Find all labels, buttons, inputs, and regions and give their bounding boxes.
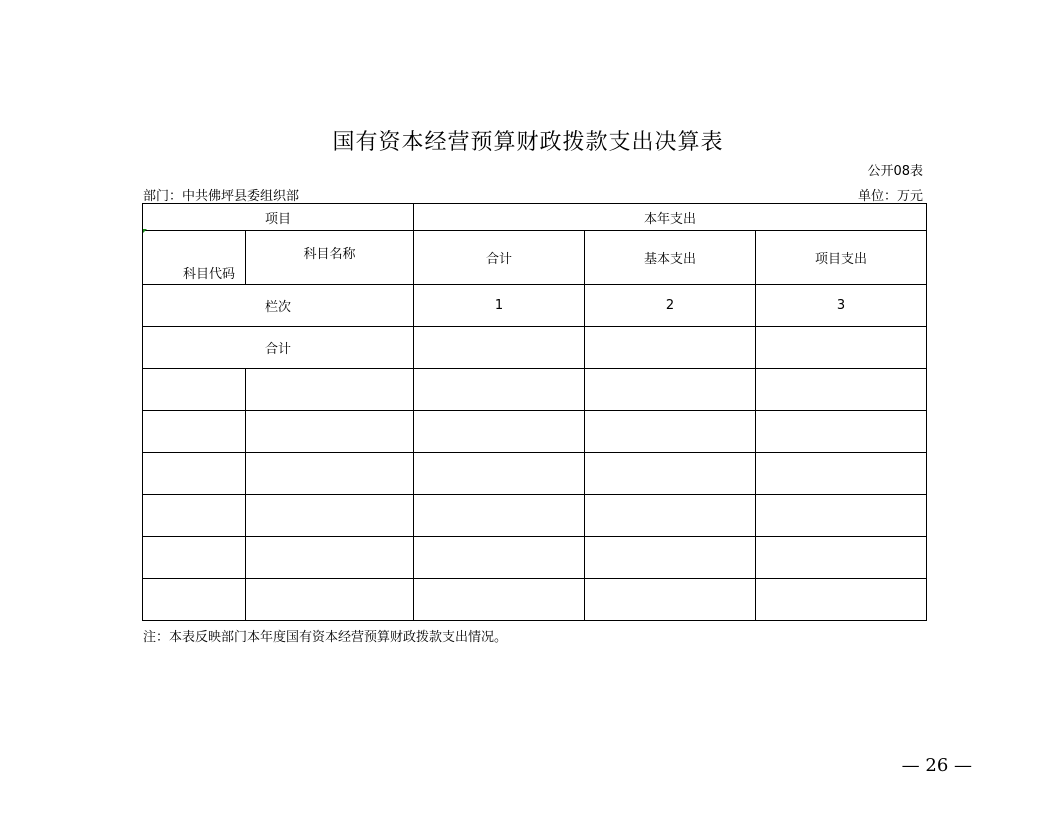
col-project-expenditure: 项目支出	[756, 231, 927, 285]
col-subject-name: 科目名称	[246, 231, 414, 285]
index-1: 1	[414, 285, 585, 327]
index-3: 3	[756, 285, 927, 327]
table-cell	[143, 537, 246, 579]
department-label: 部门：中共佛坪县委组织部	[143, 189, 300, 204]
table-row	[143, 411, 927, 453]
table-cell	[414, 495, 585, 537]
table-cell	[756, 495, 927, 537]
table-cell	[585, 495, 756, 537]
table-cell	[756, 537, 927, 579]
table-cell	[585, 411, 756, 453]
table-cell	[414, 369, 585, 411]
table-cell	[246, 579, 414, 621]
table-note: 注：本表反映部门本年度国有资本经营预算财政拨款支出情况。	[143, 630, 508, 645]
col-subject-code: 科目代码	[143, 231, 246, 285]
expenditure-table	[142, 203, 927, 621]
index-label: 栏次	[143, 285, 414, 327]
table-cell	[585, 453, 756, 495]
header-current-year: 本年支出	[414, 204, 927, 231]
table-cell	[246, 495, 414, 537]
total-cell	[756, 327, 927, 369]
form-code: 公开08表	[867, 164, 923, 179]
total-row	[143, 327, 927, 369]
col-total: 合计	[414, 231, 585, 285]
table-cell	[585, 537, 756, 579]
table-cell	[414, 411, 585, 453]
table-cell	[246, 453, 414, 495]
table-row	[143, 579, 927, 621]
table-header-row	[143, 204, 927, 231]
table-row	[143, 537, 927, 579]
total-cell	[585, 327, 756, 369]
table-cell	[756, 579, 927, 621]
page-title: 国有资本经营预算财政拨款支出决算表	[332, 130, 724, 155]
table-cell	[756, 411, 927, 453]
table-cell	[246, 411, 414, 453]
table-cell	[143, 411, 246, 453]
table-cell	[585, 579, 756, 621]
page-number: — 26 —	[901, 755, 972, 776]
col-basic-expenditure: 基本支出	[585, 231, 756, 285]
table-cell	[414, 537, 585, 579]
total-cell	[414, 327, 585, 369]
header-project: 项目	[143, 204, 414, 231]
table-row	[143, 453, 927, 495]
table-row	[143, 495, 927, 537]
table-row	[143, 369, 927, 411]
index-row	[143, 285, 927, 327]
table-cell	[756, 369, 927, 411]
table-cell	[756, 453, 927, 495]
table-cell	[143, 495, 246, 537]
table-cell	[585, 369, 756, 411]
table-cell	[143, 369, 246, 411]
table-cell	[414, 453, 585, 495]
table-cell	[414, 579, 585, 621]
total-label: 合计	[143, 327, 414, 369]
table-cell	[246, 537, 414, 579]
index-2: 2	[585, 285, 756, 327]
table-cell	[143, 579, 246, 621]
table-subheader-row	[143, 231, 927, 285]
table-cell	[246, 369, 414, 411]
unit-label: 单位：万元	[857, 189, 923, 204]
table-cell	[143, 453, 246, 495]
cell-marker-icon	[143, 229, 147, 233]
